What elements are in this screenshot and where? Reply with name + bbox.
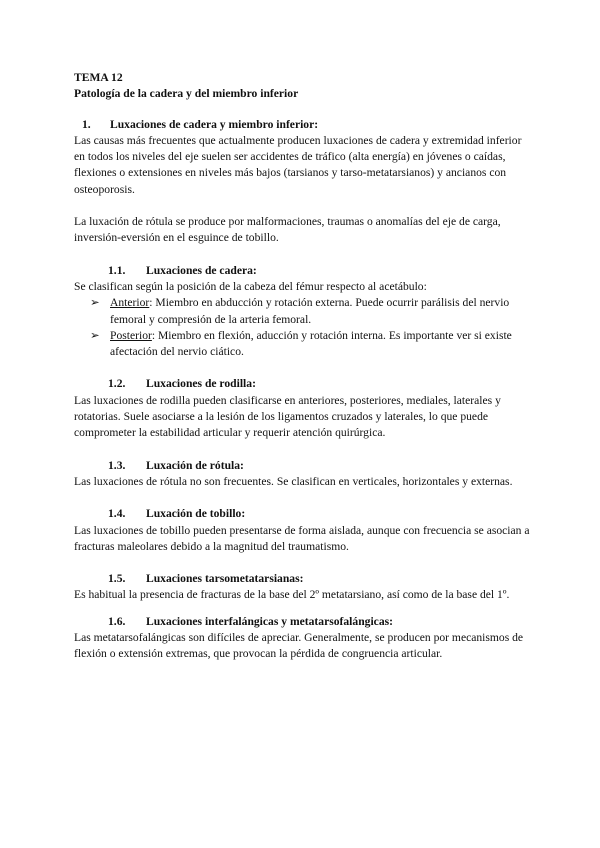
list-item-term: Posterior (110, 328, 152, 342)
section-1-paragraph-2: La luxación de rótula se produce por malformaciones, traumas o anomalías del eje de carga, inversión-eversión en el esguince de tobillo. (74, 215, 501, 245)
subsection-1-5-text: Es habitual la presencia de fracturas de la base del 2º metatarsiano, así como de la base del 1º. (74, 588, 510, 602)
list-item (74, 328, 534, 361)
document-title: TEMA 12 (74, 71, 123, 84)
subsection-1-1-heading (74, 263, 534, 279)
subsection-1-2-heading (74, 376, 534, 392)
subsection-1-1-intro: Se clasifican según la posición de la cabeza del fémur respecto al acetábulo: (74, 279, 427, 293)
subsection-1-4-heading (74, 506, 534, 522)
list-item-term: Anterior (110, 296, 150, 310)
section-1-number: 1. (82, 117, 91, 131)
subsection-1-4-title: Luxación de tobillo: (146, 507, 246, 521)
section-1-heading (74, 117, 534, 133)
subsection-1-3-text: Las luxaciones de rótula no son frecuentes. Se clasifican en verticales, horizontales y externas. (74, 474, 513, 488)
subsection-1-6-heading (74, 614, 534, 630)
subsection-1-5-title: Luxaciones tarsometatarsianas: (146, 572, 304, 586)
subsection-1-5-number: 1.5. (108, 572, 126, 586)
list-item-text: : Miembro en flexión, aducción y rotación interna. Es importante ver si existe afectación del nervio ciático. (110, 328, 512, 359)
arrow-bullet-icon: ➢ (90, 296, 100, 310)
arrow-bullet-icon: ➢ (90, 328, 100, 342)
document-subtitle: Patología de la cadera y del miembro inferior (74, 87, 299, 101)
subsection-1-1-title: Luxaciones de cadera: (146, 263, 257, 277)
dislocation-type-list (74, 295, 534, 360)
list-item (74, 295, 534, 328)
subsection-1-4-number: 1.4. (108, 507, 126, 521)
subsection-1-1-number: 1.1. (108, 263, 126, 277)
subsection-1-3-heading (74, 458, 534, 474)
subsection-1-2-text: Las luxaciones de rodilla pueden clasificarse en anteriores, posteriores, mediales, laterales y rotatorias. Suele asociarse a la lesión de los ligamentos cruzados y laterales, lo que puede comprometer la estabilidad articular y requerir atención quirúrgica. (74, 393, 501, 440)
subsection-1-6-number: 1.6. (108, 614, 126, 628)
subsection-1-5-heading (74, 571, 534, 587)
subsection-1-3-title: Luxación de rótula: (146, 458, 244, 472)
subsection-1-4-text: Las luxaciones de tobillo pueden presentarse de forma aislada, aunque con frecuencia se asocian a fracturas maleolares debido a la magnitud del traumatismo. (74, 523, 530, 553)
section-1-title: Luxaciones de cadera y miembro inferior: (110, 117, 319, 131)
document-page (74, 70, 534, 663)
subsection-1-3-number: 1.3. (108, 458, 126, 472)
section-1-paragraph-1: Las causas más frecuentes que actualmente producen luxaciones de cadera y extremidad inferior en todos los niveles del eje suelen ser accidentes de tráfico (alta energía) en jóvenes o caídas, flexiones o extensiones en niveles más bajos (tarsianos y tarso-metatarsianos) y ancianos con osteoporosis. (74, 133, 522, 196)
subsection-1-6-text: Las metatarsofalángicas son difíciles de apreciar. Generalmente, se producen por mecanismos de flexión o extensión extremas, que provocan la pérdida de congruencia articular. (74, 631, 524, 661)
list-item-text: : Miembro en abducción y rotación externa. Puede ocurrir parálisis del nervio femoral y compresión de la arteria femoral. (110, 296, 510, 326)
subsection-1-2-title: Luxaciones de rodilla: (146, 377, 256, 391)
subsection-1-6-title: Luxaciones interfalángicas y metatarsofalángicas: (146, 614, 393, 628)
subsection-1-2-number: 1.2. (108, 377, 126, 391)
